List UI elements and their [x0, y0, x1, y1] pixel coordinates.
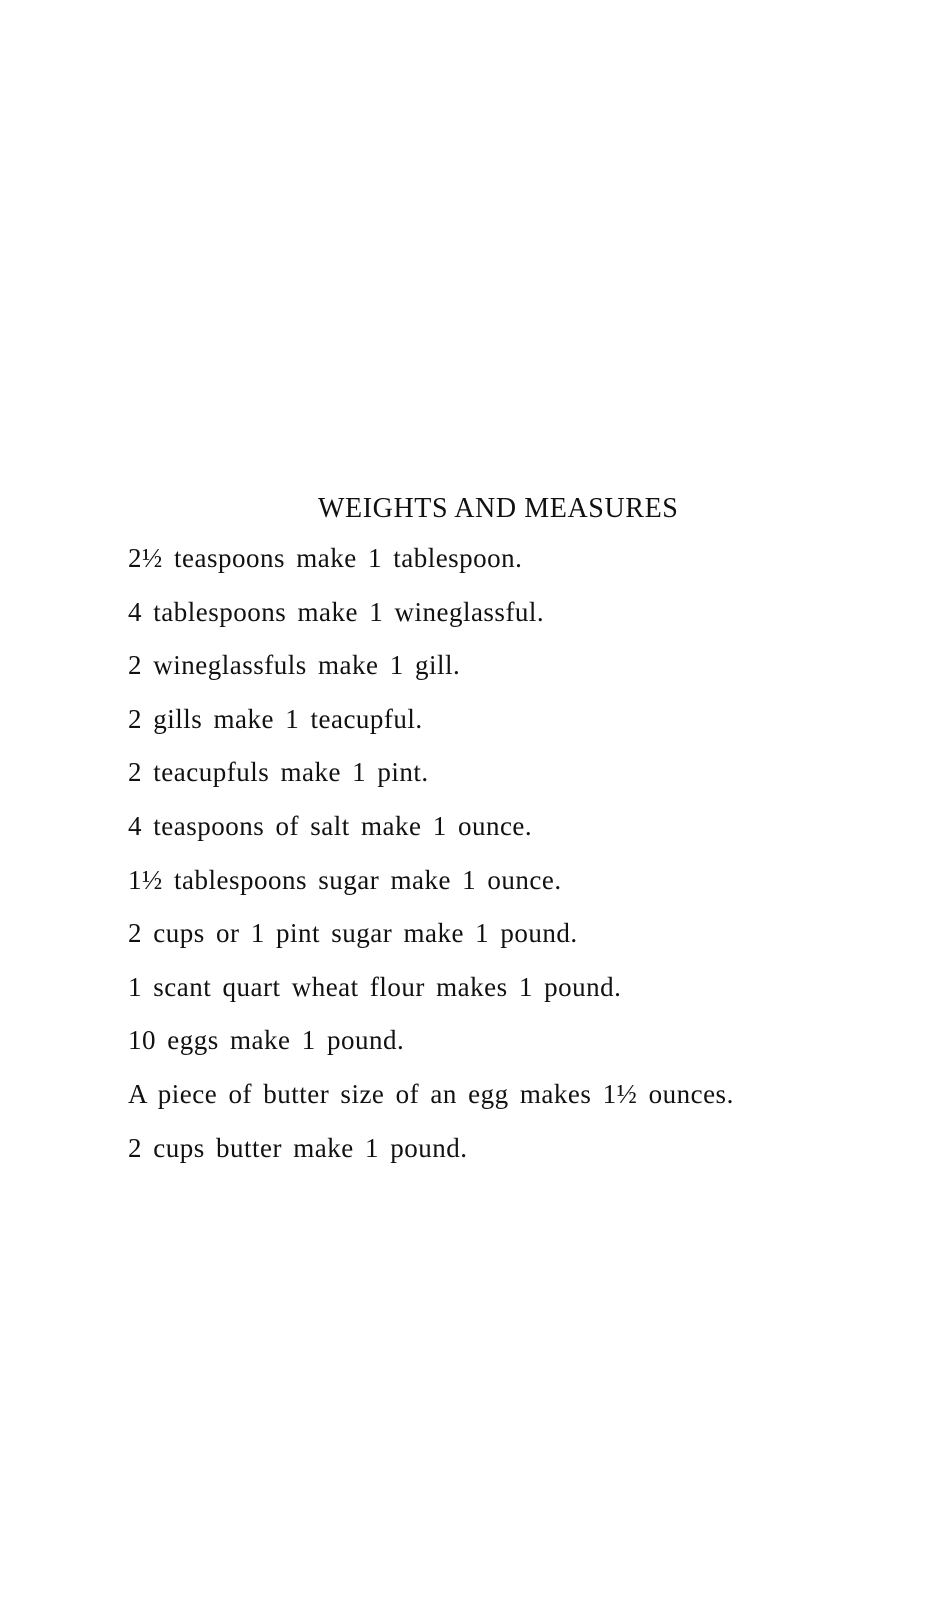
measure-line: 4 teaspoons of salt make 1 ounce. — [128, 810, 533, 841]
measure-line: 10 eggs make 1 pound. — [128, 1025, 405, 1056]
measure-line: 2 cups or 1 pint sugar make 1 pound. — [128, 918, 578, 949]
measure-line: 1 scant quart wheat flour makes 1 pound. — [128, 971, 622, 1002]
measure-line: 2 teacupfuls make 1 pint. — [128, 757, 429, 788]
measure-line: 4 tablespoons make 1 wineglassful. — [128, 596, 545, 627]
measure-line: 2½ teaspoons make 1 tablespoon. — [128, 543, 523, 573]
measure-line: 1½ tablespoons sugar make 1 ounce. — [128, 864, 562, 895]
measure-line: A piece of butter size of an egg makes 1½ ounces. — [128, 1078, 734, 1109]
measure-line: 2 wineglassfuls make 1 gill. — [128, 650, 461, 681]
page-title: WEIGHTS AND MEASURES — [318, 492, 679, 524]
measure-line: 2 cups butter make 1 pound. — [128, 1132, 468, 1163]
measure-line: 2 gills make 1 teacupful. — [128, 703, 423, 734]
measures-list — [128, 540, 908, 1183]
